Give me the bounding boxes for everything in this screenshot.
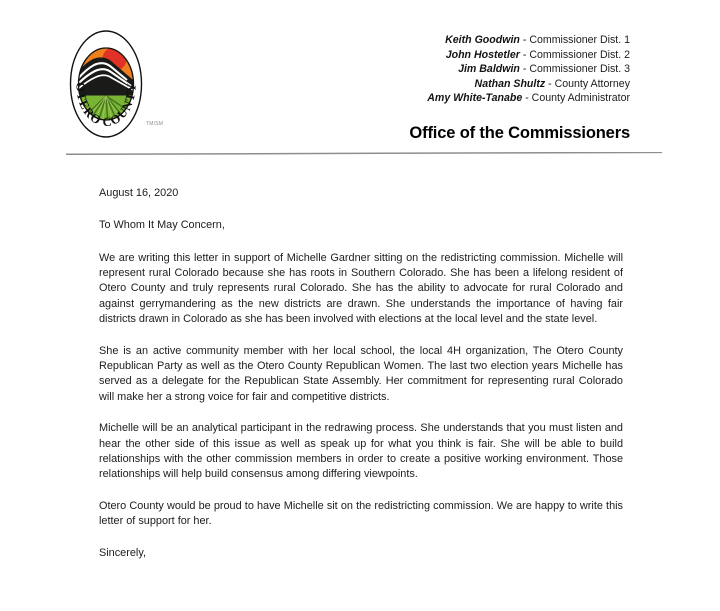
letter-paragraph: Michelle will be an analytical participant in the redrawing process. She understands that you must listen and hear the other side of this issue as well as speak up for what you think is fair. She will be able to build relationships with the other commission members in order to create a positive working environment. Those relationships will help build consensus among differing viewpoints.	[99, 422, 623, 481]
header-divider-rule	[66, 152, 662, 155]
official-role: County Attorney	[554, 77, 630, 90]
seal-ring-text: OTERO COUNTY	[73, 81, 139, 130]
official-separator: -	[522, 48, 527, 61]
official-role: Commissioner Dist. 3	[529, 63, 630, 76]
office-title: Office of the Commissioners	[409, 124, 630, 142]
official-role: Commissioner Dist. 1	[529, 34, 630, 46]
letter-closing: Sincerely,	[99, 546, 147, 559]
official-name: Nathan Shultz	[474, 77, 546, 90]
official-separator: -	[548, 77, 552, 90]
spacer	[99, 405, 623, 421]
official-row	[427, 77, 630, 92]
letter-paragraph: She is an active community member with her local school, the local 4H organization, The Otero County Republican Party as well as the Otero County Republican Women. The last two election years Michelle has served as a delegate for the Republican State Assembly. Her commitment for representing rural Colorado will make her a strong voice for fair and competitive districts.	[99, 344, 623, 403]
official-name: Keith Goodwin	[445, 34, 520, 46]
official-role: County Administrator	[531, 92, 630, 105]
letterhead	[0, 0, 720, 170]
spacer	[99, 483, 623, 499]
official-name: Jim Baldwin	[458, 63, 520, 76]
trademark-mark: TM/SM	[146, 121, 164, 127]
official-role: Commissioner Dist. 2	[529, 48, 630, 61]
official-row	[427, 33, 630, 48]
official-separator: -	[522, 34, 527, 46]
otero-county-seal-logo	[69, 29, 143, 139]
officials-list	[427, 33, 630, 106]
official-row	[427, 91, 630, 106]
letter-body	[99, 186, 623, 561]
spacer	[99, 328, 623, 344]
letter-paragraph: Otero County would be proud to have Michelle sit on the redistricting commission. We are happy to write this letter of support for her.	[99, 499, 623, 528]
spacer	[99, 201, 623, 218]
spacer	[99, 530, 623, 546]
official-separator: -	[525, 92, 529, 105]
spacer	[99, 234, 623, 251]
letter-paragraph: We are writing this letter in support of Michelle Gardner sitting on the redistricting commission. Michelle will represent rural Colorado because she has roots in Southern Colorado. She has been a lifelong resident of Otero County and truly represents rural Colorado. She has the ability to advocate for rural Colorado and against gerrymandering as the new districts are drawn. She understands the importance of having fair districts drawn in Colorado as she has been involved with elections at the local level and the state level.	[99, 251, 623, 326]
official-row	[427, 62, 630, 77]
letter-date: August 16, 2020	[99, 187, 179, 199]
official-name: John Hostetler	[445, 48, 520, 61]
official-name: Amy White-Tanabe	[427, 92, 523, 105]
letter-salutation: To Whom It May Concern,	[99, 219, 225, 232]
official-separator: -	[522, 63, 527, 76]
official-row	[427, 48, 630, 63]
